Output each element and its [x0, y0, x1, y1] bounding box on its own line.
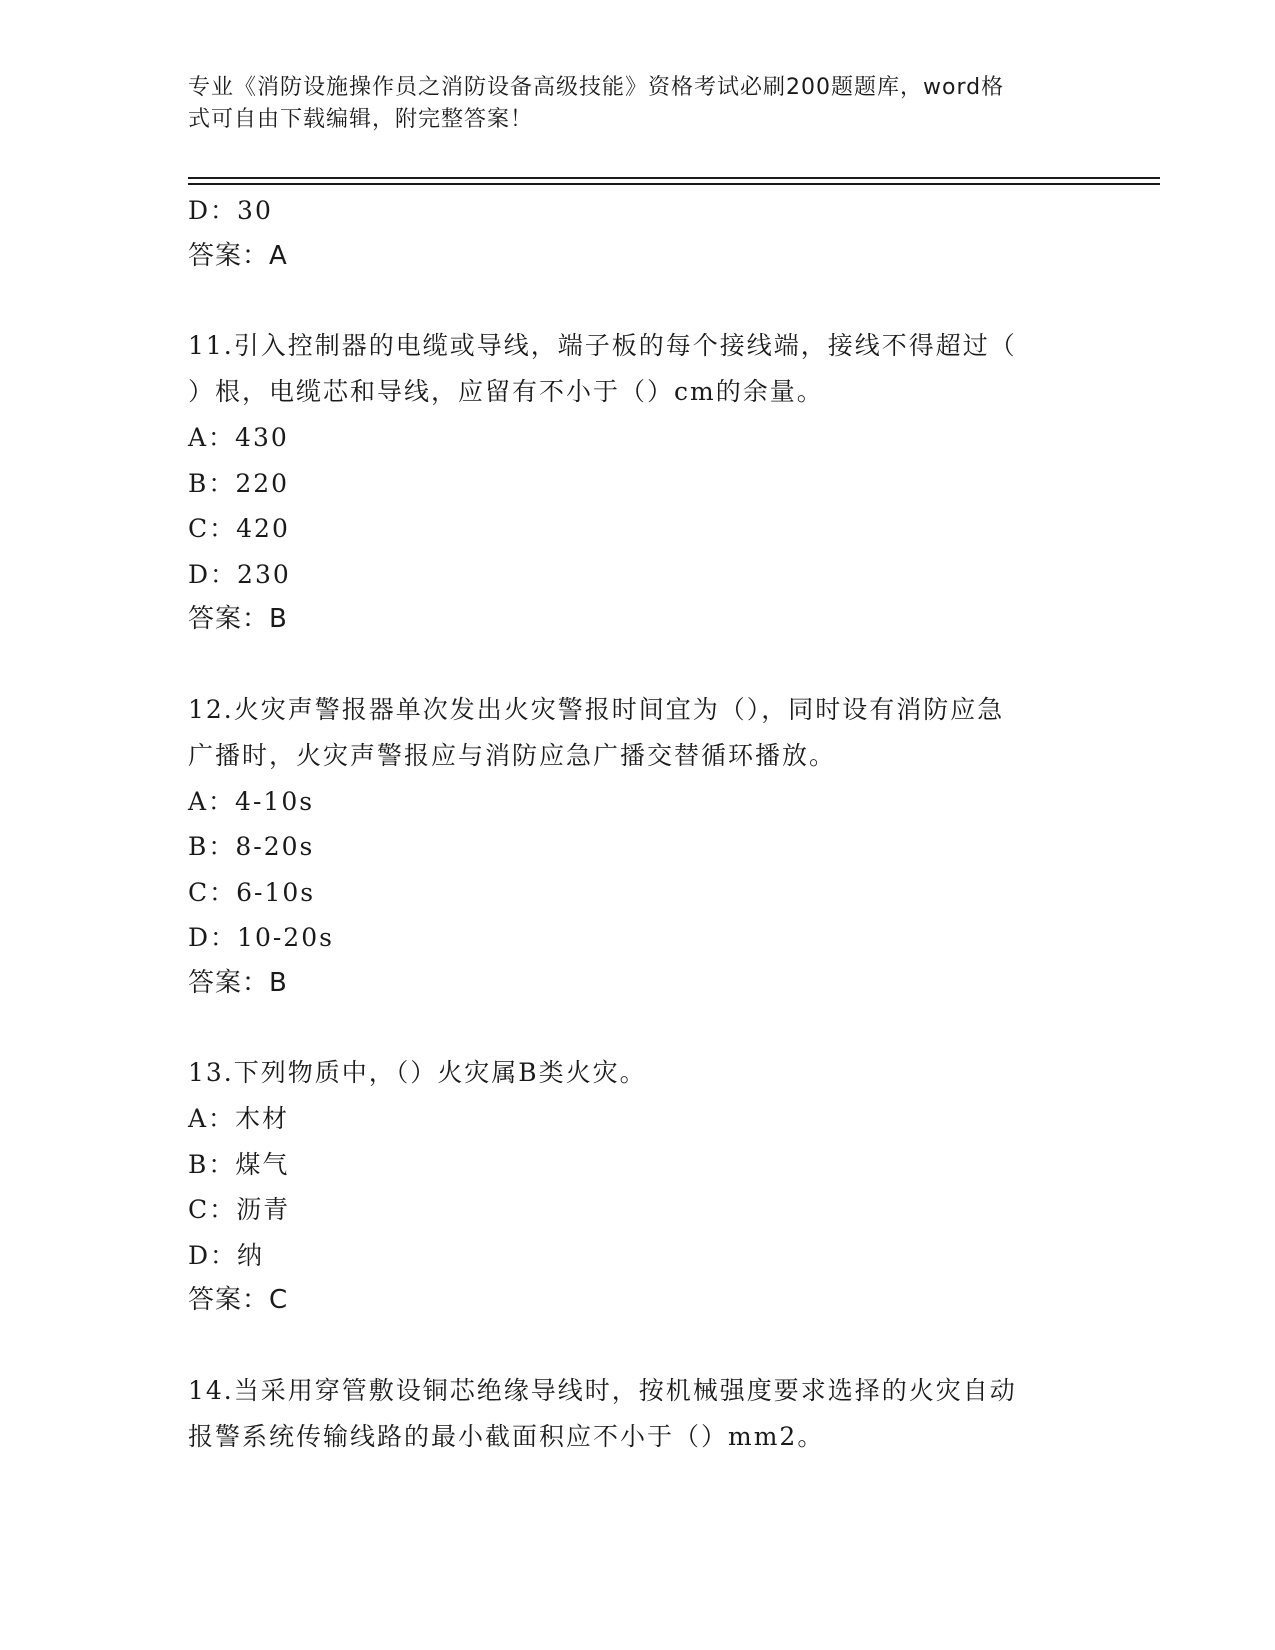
option-d: D：30	[188, 196, 273, 225]
answer-label: 答案：C	[188, 1285, 289, 1315]
question-stem: 14.当采用穿管敷设铜芯绝缘导线时，按机械强度要求选择的火灾自动	[188, 1375, 1017, 1405]
question-stem: 11.引入控制器的电缆或导线，端子板的每个接线端，接线不得超过（	[188, 331, 1017, 360]
answer-label: 答案：B	[188, 967, 288, 998]
question-stem-continued: ）根，电缆芯和导线，应留有不小于（）cm的余量。	[188, 377, 824, 406]
question-list	[188, 188, 1088, 1460]
option-d: D：10-20s	[188, 923, 334, 952]
option-c: C：沥青	[188, 1195, 291, 1224]
answer-label: 答案：A	[188, 240, 288, 271]
question-14	[188, 1368, 1088, 1460]
option-c: C：6-10s	[188, 877, 316, 907]
document-header	[188, 72, 1068, 136]
header-divider-bottom	[188, 183, 1160, 185]
option-a: A：430	[188, 423, 289, 452]
question-stem: 12.火灾声警报器单次发出火灾警报时间宜为（），同时设有消防应急	[188, 694, 1005, 724]
question-stem-continued: 报警系统传输线路的最小截面积应不小于（）mm2。	[188, 1421, 825, 1451]
question-12	[188, 687, 1088, 1007]
question-stem: 13.下列物质中，（）火灾属B类火灾。	[188, 1058, 647, 1087]
header-line-1: 专业《消防设施操作员之消防设备高级技能》资格考试必刷200题题库，word格	[188, 75, 1005, 100]
option-a: A：木材	[188, 1104, 290, 1133]
answer-label: 答案：B	[188, 604, 288, 634]
option-b: B：220	[188, 468, 290, 498]
option-d: D：纳	[188, 1240, 265, 1270]
option-b: B：煤气	[188, 1149, 290, 1179]
question-11	[188, 323, 1088, 643]
option-d: D：230	[188, 559, 291, 589]
question-stem-continued: 广播时，火灾声警报应与消防应急广播交替循环播放。	[188, 740, 837, 770]
header-line-2: 式可自由下载编辑，附完整答案！	[188, 107, 534, 132]
option-c: C：420	[188, 514, 290, 543]
option-a: A：4-10s	[188, 786, 315, 816]
option-b: B：8-20s	[188, 832, 315, 861]
question-13	[188, 1050, 1088, 1324]
previous-question-fragment	[188, 188, 1088, 279]
header-divider-top	[188, 177, 1160, 179]
